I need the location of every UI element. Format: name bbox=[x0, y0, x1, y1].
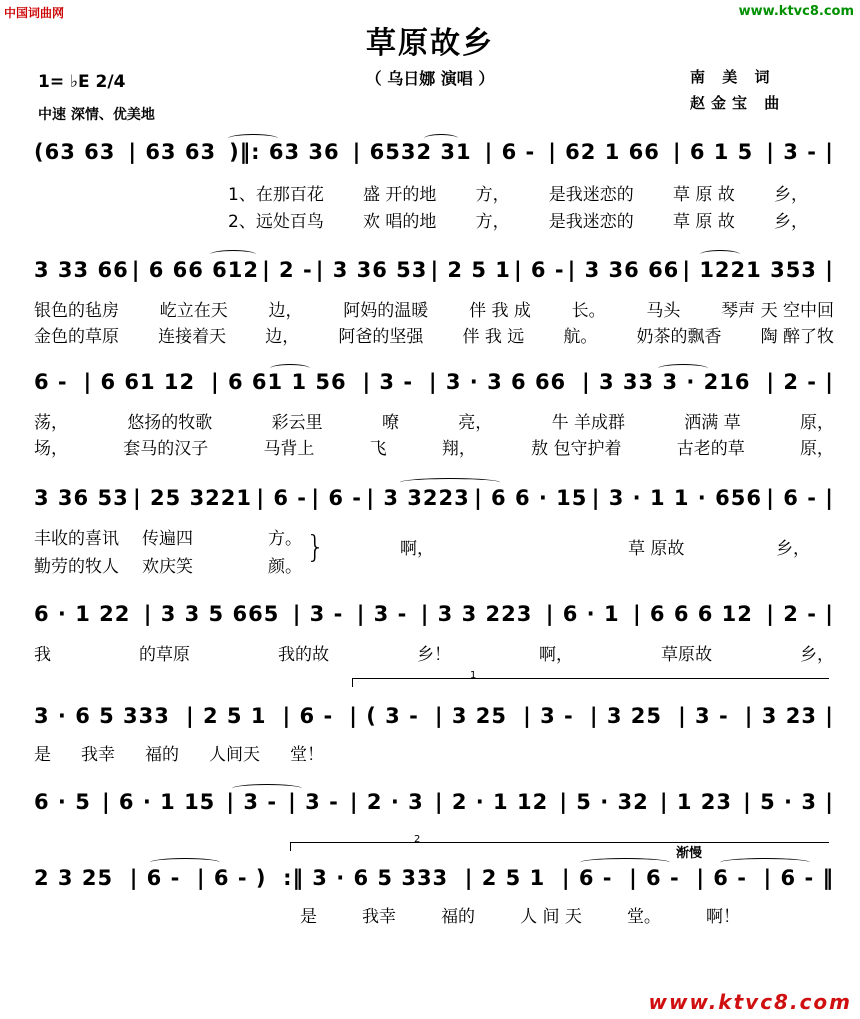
lyric: 1、在那百花 bbox=[228, 185, 324, 205]
measure: | 6 - bbox=[256, 486, 307, 510]
lyric: 边， bbox=[265, 327, 300, 347]
measure: | 3 3 223 bbox=[420, 602, 533, 626]
lyric: 福的 bbox=[145, 745, 179, 765]
measure: | 6 61 12 bbox=[83, 370, 196, 394]
lyric: 琴声 天 空中回 bbox=[721, 301, 834, 321]
measure: | 3 33 3 · 216 bbox=[582, 370, 751, 394]
lyric: 啊， bbox=[400, 539, 434, 559]
measure: | 6 61 1 56 bbox=[211, 370, 347, 394]
measure: | 6 · 1 bbox=[545, 602, 620, 626]
measure: | 6 - bbox=[629, 866, 680, 890]
lyric: 我 bbox=[34, 645, 51, 665]
lyric: 阿爸的坚强 bbox=[338, 327, 424, 347]
lyric: 场， bbox=[34, 439, 68, 459]
music-row-1 bbox=[34, 140, 834, 164]
measure: | 6 - bbox=[484, 140, 536, 164]
lyric: 我幸 bbox=[81, 745, 115, 765]
lyric: 啊！ bbox=[705, 907, 740, 927]
measure: | 2 - | bbox=[766, 370, 834, 394]
lyric: 欢 唱的地 bbox=[363, 212, 437, 232]
measure: :‖ 3 · 6 5 333 bbox=[283, 866, 449, 890]
lyric: 方。 bbox=[268, 529, 302, 549]
song-title: 草原故乡 bbox=[366, 26, 494, 61]
measure: | 3 - bbox=[523, 704, 574, 728]
lyric: 2、远处百鸟 bbox=[228, 212, 324, 232]
measure: )‖: 63 36 bbox=[229, 140, 340, 164]
measure: | 3 36 53 bbox=[315, 258, 428, 282]
lyric: 我幸 bbox=[362, 907, 397, 927]
measure: | 62 1 66 bbox=[548, 140, 660, 164]
measure: | 6 - bbox=[561, 866, 613, 890]
lyric: 堂。 bbox=[626, 907, 661, 927]
lyric: 套马的汉子 bbox=[123, 439, 209, 459]
lyric: 人间天 bbox=[209, 745, 260, 765]
music-row-5 bbox=[34, 602, 834, 626]
lyric: 洒满 草 bbox=[684, 413, 741, 433]
lyric: 伴 我 成 bbox=[469, 301, 531, 321]
lyric: 连接着天 bbox=[158, 327, 227, 347]
lyric: 乡， bbox=[776, 539, 810, 559]
measure: | 3 3223 bbox=[366, 486, 470, 510]
lyric: 方， bbox=[475, 185, 510, 205]
lyric: 银色的毡房 bbox=[34, 301, 119, 321]
measure: | 2 5 1 bbox=[430, 258, 511, 282]
lyric: 阿妈的温暖 bbox=[343, 301, 429, 321]
lyric: 彩云里 bbox=[271, 413, 323, 433]
measure: | 3 - bbox=[226, 790, 278, 814]
lyric-row-5 bbox=[34, 640, 834, 665]
measure: | 6 6 6 12 bbox=[632, 602, 753, 626]
lyric: 马头 bbox=[646, 301, 681, 321]
measure: 3 33 66 bbox=[34, 258, 129, 282]
measure: (63 63 bbox=[34, 140, 116, 164]
lyric: 翔， bbox=[441, 439, 476, 459]
music-row-6 bbox=[34, 704, 834, 728]
lyric: 传遍四 bbox=[142, 529, 193, 549]
measure: | 2 - | bbox=[766, 602, 834, 626]
measure: | 2 · 3 bbox=[349, 790, 424, 814]
lyric-row-3-verse-1 bbox=[34, 408, 834, 433]
measure: | 6 66 612 bbox=[131, 258, 260, 282]
measure: | 25 3221 bbox=[133, 486, 253, 510]
measure: | 3 - | bbox=[766, 140, 834, 164]
volta-number: 2 bbox=[414, 834, 421, 845]
lyric: 的草原 bbox=[139, 645, 190, 665]
measure: | 6 - bbox=[282, 704, 334, 728]
lyric: 陶 醉了牧 bbox=[760, 327, 834, 347]
lyric: 草 原故 bbox=[628, 539, 685, 559]
lyricist-credit: 南 美 词 bbox=[690, 68, 776, 86]
lyric: 乡， bbox=[773, 212, 808, 232]
measure: | 6 - bbox=[513, 258, 565, 282]
measure: | 3 - bbox=[292, 602, 344, 626]
lyric: 航。 bbox=[563, 327, 598, 347]
lyric-row-8 bbox=[300, 902, 740, 927]
measure: | 3 25 bbox=[434, 704, 508, 728]
lyric: 乡， bbox=[800, 645, 834, 665]
lyric-row-2-verse-2 bbox=[34, 322, 834, 347]
measure: 6 · 5 bbox=[34, 790, 91, 814]
lyric: 堂！ bbox=[290, 745, 324, 765]
measure: | 2 - bbox=[262, 258, 313, 282]
measure: 6 - bbox=[34, 370, 68, 394]
music-row-2 bbox=[34, 258, 834, 282]
measure: | 3 23 | bbox=[744, 704, 834, 728]
lyric-row-2-verse-1 bbox=[34, 296, 834, 321]
lyric-row-6 bbox=[34, 740, 324, 765]
measure: | 6 - ) bbox=[196, 866, 267, 890]
measure: | 6 - bbox=[311, 486, 362, 510]
lyric-row-1-verse-2 bbox=[228, 207, 808, 232]
lyric: 草 原 故 bbox=[672, 212, 735, 232]
measure: | 3 · 3 6 66 bbox=[428, 370, 567, 394]
singer-credit: （ 乌日娜 演唱 ） bbox=[365, 69, 495, 88]
measure: | 2 · 1 12 bbox=[434, 790, 549, 814]
lyric: 人 间 天 bbox=[520, 907, 582, 927]
brace-icon: } bbox=[306, 530, 326, 565]
lyric: 屹立在天 bbox=[159, 301, 228, 321]
measure: | 3 25 bbox=[589, 704, 662, 728]
lyric: 福的 bbox=[441, 907, 476, 927]
lyric: 荡， bbox=[34, 413, 68, 433]
lyric: 嘹 bbox=[381, 413, 399, 433]
lyric: 原， bbox=[799, 439, 834, 459]
measure: | 6 - bbox=[696, 866, 747, 890]
measure: | 1221 353 | bbox=[682, 258, 834, 282]
lyric: 飞 bbox=[369, 439, 387, 459]
measure: | 63 63 bbox=[128, 140, 217, 164]
lyric: 奶茶的飘香 bbox=[636, 327, 722, 347]
lyric: 乡， bbox=[773, 185, 808, 205]
lyric: 敖 包守护着 bbox=[531, 439, 622, 459]
tempo-marking: 中速 深情、优美地 bbox=[38, 107, 155, 123]
music-row-3 bbox=[34, 370, 834, 394]
watermark-site-bottom: www.ktvc8.com bbox=[648, 990, 852, 1014]
measure: | 3 - bbox=[288, 790, 339, 814]
volta-bracket-2 bbox=[290, 842, 829, 851]
lyric: 欢庆笑 bbox=[142, 557, 193, 577]
measure: | 3 36 66 bbox=[567, 258, 680, 282]
lyric: 草原故 bbox=[661, 645, 712, 665]
measure: | 6532 31 bbox=[352, 140, 472, 164]
lyric: 长。 bbox=[571, 301, 606, 321]
lyric: 伴 我 远 bbox=[462, 327, 525, 347]
measure: | 6 · 1 15 bbox=[101, 790, 216, 814]
measure: | 6 1 5 bbox=[672, 140, 754, 164]
watermark-site-left: 中国词曲网 bbox=[4, 6, 65, 20]
lyric: 草 原 故 bbox=[672, 185, 735, 205]
lyric: 马背上 bbox=[263, 439, 315, 459]
ritardando-marking: 渐慢 bbox=[676, 846, 703, 861]
music-row-4 bbox=[34, 486, 834, 510]
lyric-row-1-verse-1 bbox=[228, 180, 808, 205]
measure: | 2 5 1 bbox=[186, 704, 267, 728]
lyric: 勤劳的牧人 bbox=[34, 557, 119, 577]
lyric: 牛 羊成群 bbox=[551, 413, 625, 433]
watermark-site-right: www.ktvc8.com bbox=[738, 4, 854, 19]
measure: | 1 23 bbox=[659, 790, 733, 814]
measure: | 3 - bbox=[362, 370, 414, 394]
lyric: 古老的草 bbox=[676, 439, 745, 459]
lyric: 是 bbox=[300, 907, 317, 927]
lyric: 是我迷恋的 bbox=[548, 212, 634, 232]
measure: | 6 6 · 15 bbox=[474, 486, 588, 510]
measure: | 6 - | bbox=[766, 486, 834, 510]
measure: | 3 - bbox=[356, 602, 408, 626]
lyric: 盛 开的地 bbox=[363, 185, 437, 205]
measure: 3 36 53 bbox=[34, 486, 129, 510]
lyric: 颜。 bbox=[268, 557, 302, 577]
lyric-row-3-verse-2 bbox=[34, 434, 834, 459]
lyric: 亮， bbox=[458, 413, 493, 433]
lyric: 悠扬的牧歌 bbox=[127, 413, 213, 433]
measure: 2 3 25 bbox=[34, 866, 114, 890]
lyric: 是我迷恋的 bbox=[548, 185, 634, 205]
measure: | 5 · 3 | bbox=[743, 790, 834, 814]
music-row-8 bbox=[34, 866, 834, 890]
composer-credit: 赵金宝 曲 bbox=[690, 94, 786, 112]
measure: | 5 · 32 bbox=[559, 790, 649, 814]
lyric: 啊， bbox=[539, 645, 573, 665]
music-row-7 bbox=[34, 790, 834, 814]
measure: | 2 5 1 bbox=[464, 866, 546, 890]
lyric: 原， bbox=[800, 413, 834, 433]
measure: | ( 3 - bbox=[349, 704, 419, 728]
measure: | 6 - ‖ bbox=[763, 866, 834, 890]
key-signature: 1= ♭E 2/4 bbox=[38, 72, 126, 92]
lyric: 边， bbox=[268, 301, 303, 321]
volta-bracket-1 bbox=[352, 678, 829, 687]
measure: | 3 3 5 665 bbox=[143, 602, 280, 626]
lyric: 是 bbox=[34, 745, 51, 765]
lyric: 丰收的喜讯 bbox=[34, 529, 119, 549]
measure: 6 · 1 22 bbox=[34, 602, 131, 626]
volta-number: 1 bbox=[470, 670, 477, 681]
lyric: 金色的草原 bbox=[34, 327, 119, 347]
measure: | 3 · 1 1 · 656 bbox=[591, 486, 762, 510]
lyric: 乡！ bbox=[417, 645, 451, 665]
lyric: 我的故 bbox=[278, 645, 329, 665]
measure: | 6 - bbox=[129, 866, 181, 890]
lyric: 方， bbox=[475, 212, 510, 232]
measure: 3 · 6 5 333 bbox=[34, 704, 170, 728]
measure: | 3 - bbox=[678, 704, 729, 728]
